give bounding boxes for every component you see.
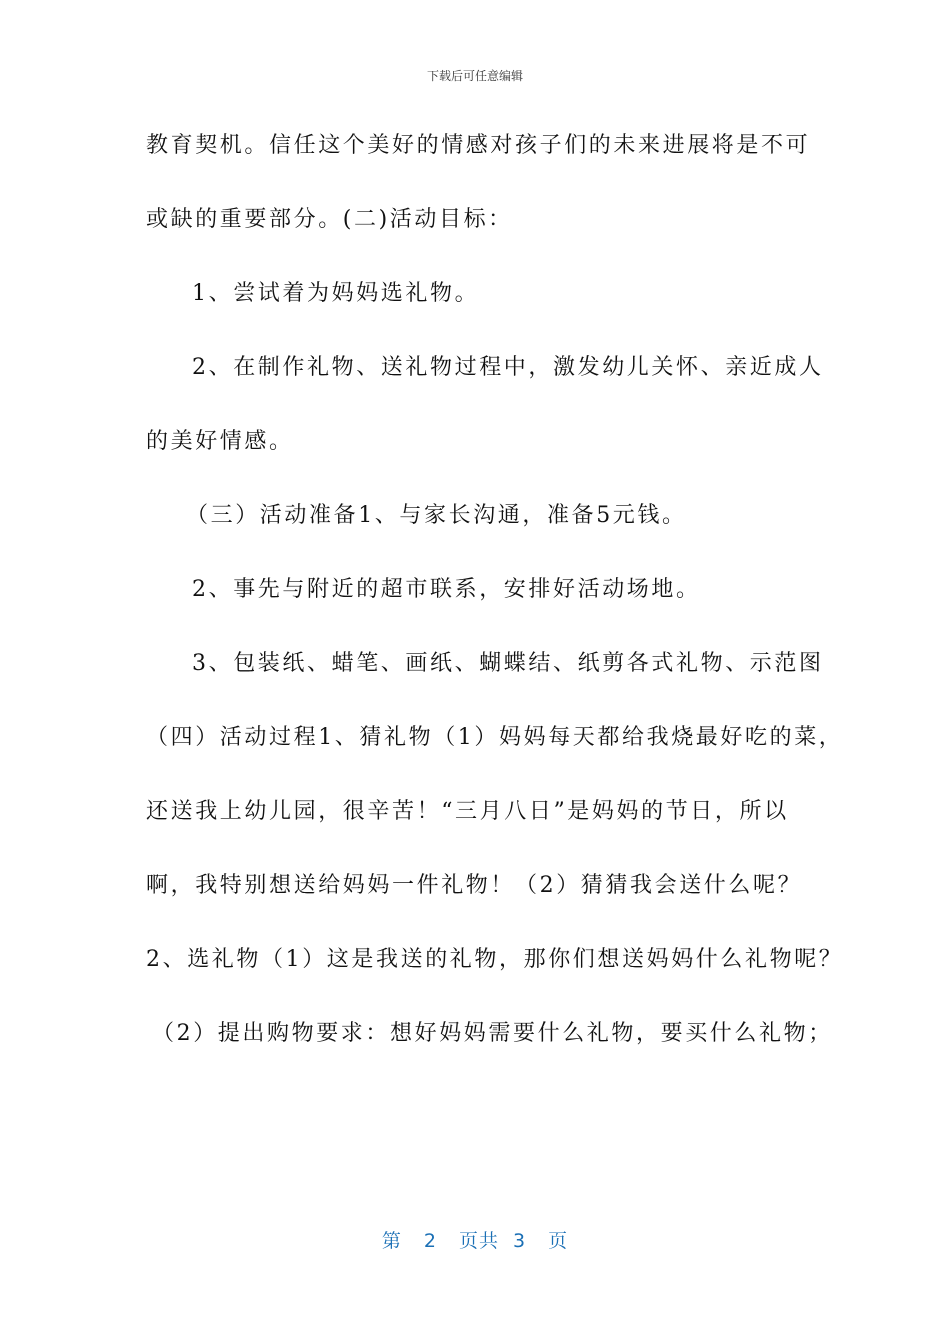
header-note: 下载后可任意编辑	[426, 69, 523, 83]
process-heading: （四）活动过程1、猜礼物（1）妈妈每天都给我烧最好吃的菜，	[146, 725, 844, 750]
document-body	[146, 130, 844, 1092]
preparation-item-3: 3、包装纸、蜡笔、画纸、蝴蝶结、纸剪各式礼物、示范图	[192, 651, 824, 676]
footer-suffix: 页	[548, 1230, 569, 1252]
paragraph-line: 2、选礼物（1）这是我送的礼物，那你们想送妈妈什么礼物呢？	[146, 947, 844, 972]
footer-prefix: 第	[381, 1230, 402, 1252]
paragraph-line: 教育契机。信任这个美好的情感对孩子们的未来进展将是不可	[146, 133, 811, 158]
goal-item-1: 1、尝试着为妈妈选礼物。	[192, 281, 480, 306]
total-pages-number: 3	[513, 1230, 527, 1252]
preparation-heading: （三）活动准备1、与家长沟通，准备5元钱。	[186, 503, 687, 528]
paragraph-line: （2）提出购物要求：想好妈妈需要什么礼物，要买什么礼物；	[152, 1021, 833, 1046]
paragraph-line: 啊，我特别想送给妈妈一件礼物！（2）猜猜我会送什么呢？	[146, 873, 803, 898]
paragraph-line: 或缺的重要部分。(二)活动目标：	[146, 207, 513, 232]
paragraph-line: 还送我上幼儿园，很辛苦！“三月八日”是妈妈的节日，所以	[146, 799, 789, 824]
footer-middle: 页共	[458, 1230, 499, 1252]
page-footer	[0, 1226, 950, 1253]
preparation-item-2: 2、事先与附近的超市联系，安排好活动场地。	[192, 577, 701, 602]
goal-item-2: 2、在制作礼物、送礼物过程中，激发幼儿关怀、亲近成人	[192, 355, 824, 380]
current-page-number: 2	[423, 1230, 437, 1252]
paragraph-line: 的美好情感。	[146, 429, 294, 454]
